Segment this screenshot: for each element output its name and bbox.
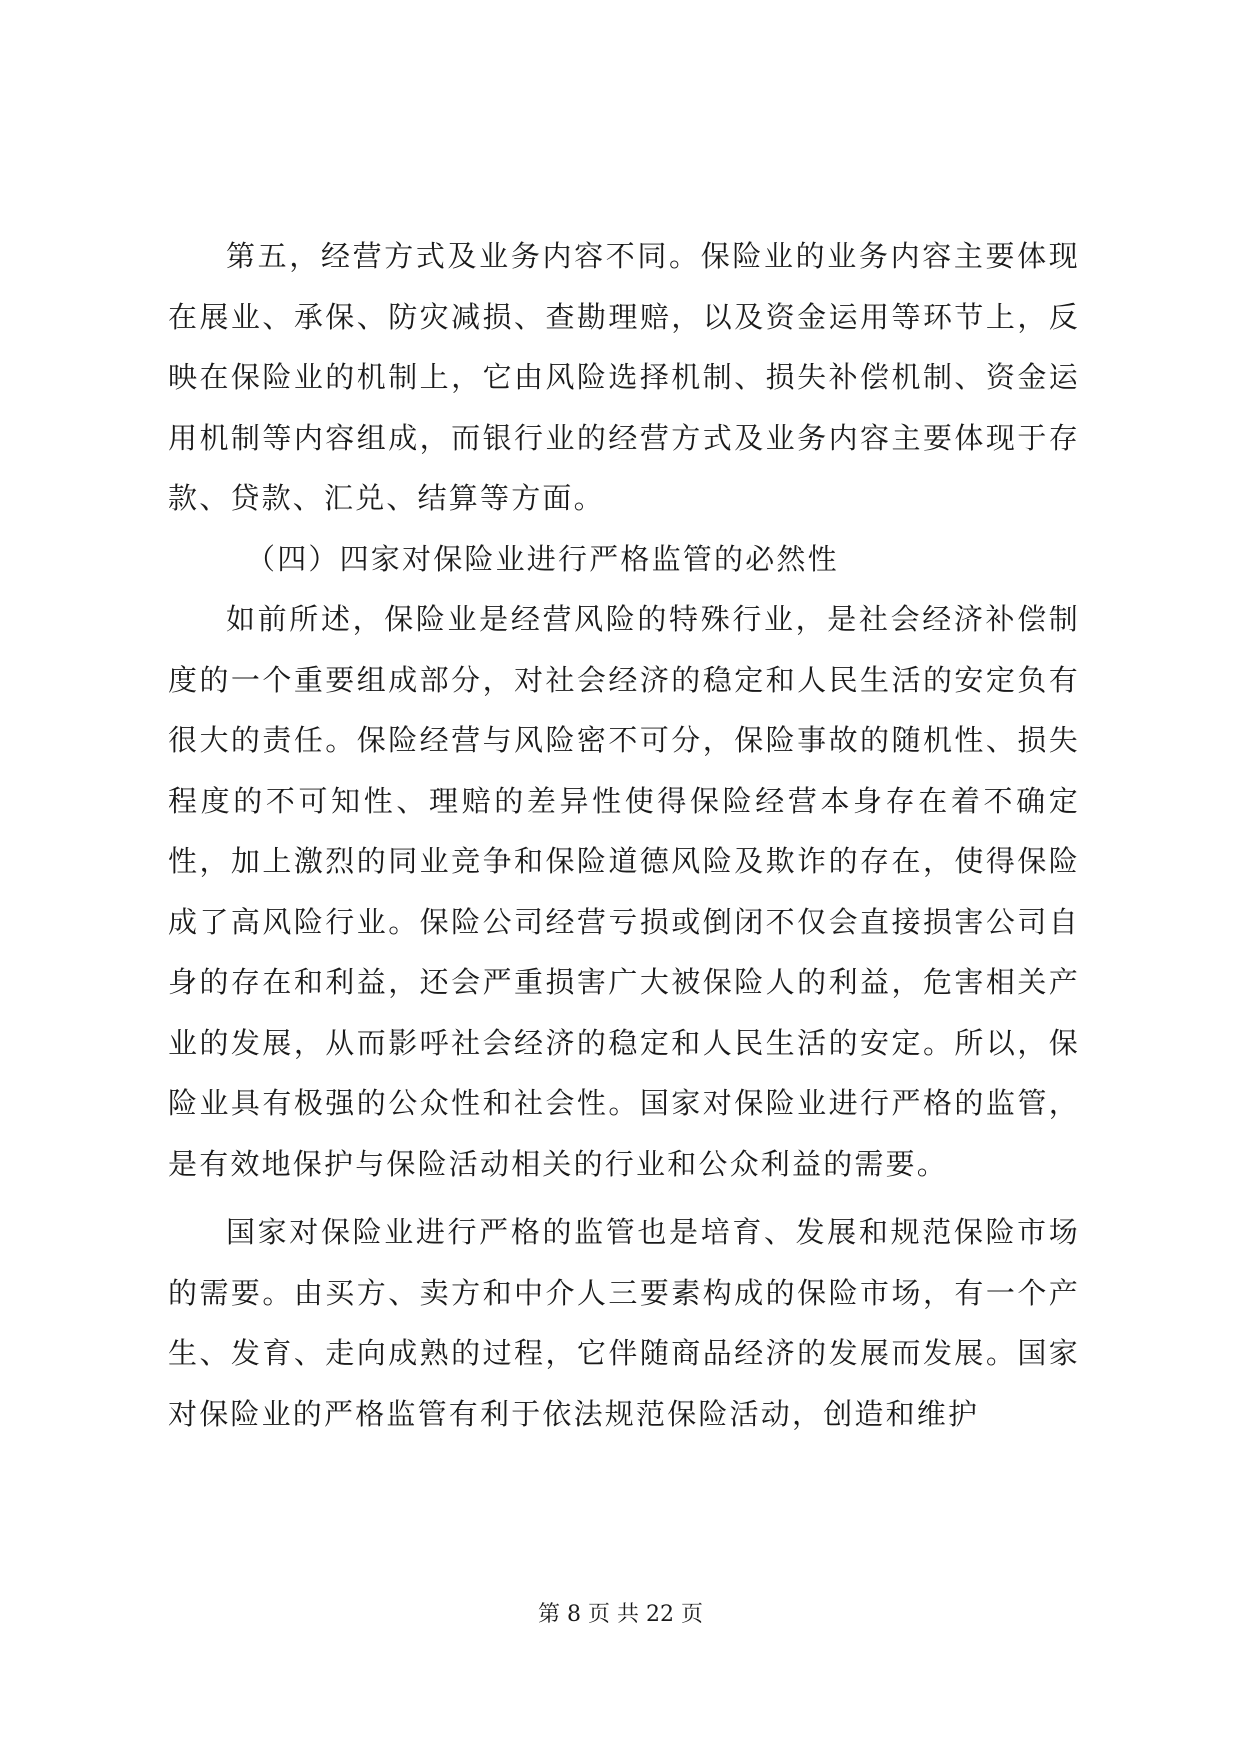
paragraph-business-scope: 第五，经营方式及业务内容不同。保险业的业务内容主要体现在展业、承保、防灾减损、查勘理赔，以及资金运用等环节上，反映在保险业的机制上，它由风险选择机制、损失补偿机制、资金运用机制等内容组成，而银行业的经营方式及业务内容主要体现于存款、贷款、汇兑、结算等方面。: [168, 239, 1080, 515]
document-body: [168, 226, 1080, 1444]
paragraph-market: 国家对保险业进行严格的监管也是培育、发展和规范保险市场的需要。由买方、卖方和中介人三要素构成的保险市场，有一个产生、发育、走向成熟的过程，它伴随商品经济的发展而发展。国家对保险业的严格监管有利于依法规范保险活动，创造和维护: [168, 1215, 1080, 1431]
paragraph-necessity: 如前所述，保险业是经营风险的特殊行业，是社会经济补偿制度的一个重要组成部分，对社会经济的稳定和人民生活的安定负有很大的责任。保险经营与风险密不可分，保险事故的随机性、损失程度的不可知性、理赔的差异性使得保险经营本身存在着不确定性，加上激烈的同业竞争和保险道德风险及欺诈的存在，使得保险成了高风险行业。保险公司经营亏损或倒闭不仅会直接损害公司自身的存在和利益，还会严重损害广大被保险人的利益，危害相关产业的发展，从而影呼社会经济的稳定和人民生活的安定。所以，保险业具有极强的公众性和社会性。国家对保险业进行严格的监管，是有效地保护与保险活动相关的行业和公众利益的需要。: [168, 602, 1080, 1181]
page-number-footer: 第 8 页 共 22 页: [538, 1602, 703, 1627]
section-heading: （四）四家对保险业进行严格监管的必然性: [246, 541, 839, 576]
